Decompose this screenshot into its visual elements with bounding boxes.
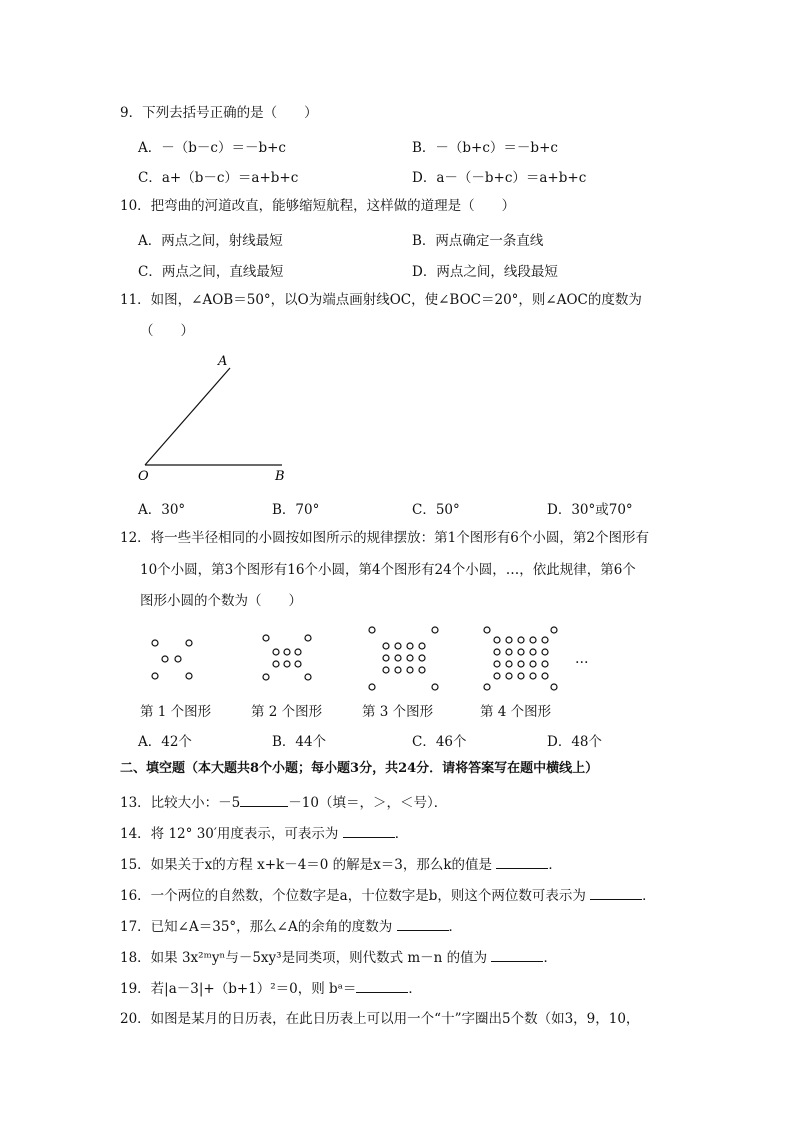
- q19-blank[interactable]: [356, 978, 408, 993]
- q18-post: ．: [543, 950, 557, 966]
- q10-option-a: A．两点之间，射线最短: [138, 233, 283, 249]
- q12-option-d: D．48个: [547, 734, 603, 750]
- q16: [120, 885, 656, 905]
- q17-blank[interactable]: [397, 916, 449, 931]
- q9-option-d: D．a－（－b+c）＝a+b+c: [412, 170, 587, 186]
- q15-pre: 15．如果关于x的方程 x+k－4＝0 的解是x＝3，那么k的值是: [120, 857, 497, 873]
- q19-pre: 19．若|a－3|+（b+1）²＝0，则 bᵃ＝: [120, 981, 357, 997]
- q14-post: ．: [394, 826, 409, 842]
- q10-option-d: D．两点之间，线段最短: [412, 264, 558, 280]
- q18: [120, 947, 557, 967]
- q19-post: ．: [408, 981, 422, 997]
- q17-pre: 17．已知∠A＝35°，那么∠A的余角的度数为: [120, 919, 397, 935]
- label-b: B: [275, 469, 285, 484]
- q14-blank[interactable]: [343, 823, 395, 838]
- q12-line2: 10个小圆，第3个图形有16个小圆，第4个图形有24个小圆，…，依此规律，第6个: [140, 562, 636, 578]
- q9-option-a: A．－（b－c）＝－b+c: [138, 140, 286, 156]
- q13-pre: 13．比较大小：－5: [120, 795, 241, 811]
- caption-figure-4: 第 4 个图形: [480, 704, 552, 720]
- angle-aob-figure: [130, 348, 300, 488]
- q13-blank[interactable]: [240, 792, 288, 807]
- q18-blank[interactable]: [491, 947, 543, 962]
- q18-pre: 18．如果 3x²ᵐyⁿ与－5xy³是同类项，则代数式 m－n 的值为: [120, 950, 492, 966]
- q10-stem: 10．把弯曲的河道改直，能够缩短航程，这样做的道理是（ ）: [120, 198, 516, 214]
- q12-option-b: B．44个: [272, 734, 327, 750]
- q10-option-c: C．两点之间，直线最短: [138, 264, 284, 280]
- pattern-figure-1: [145, 632, 205, 692]
- q14-pre: 14．将 12° 30′用度表示，可表示为: [120, 826, 343, 842]
- q11-option-c: C．50°: [412, 502, 460, 518]
- q13: [120, 792, 447, 812]
- q12-line3: 图形小圆的个数为（ ）: [140, 593, 302, 609]
- q9-option-b: B．－（b+c）＝－b+c: [412, 140, 558, 156]
- pattern-figure-4: [478, 620, 568, 695]
- q11-option-b: B．70°: [272, 502, 320, 518]
- q20-line1: 20．如图是某月的日历表，在此日历表上可以用一个“十”字圈出5个数（如3，9，10，: [120, 1011, 640, 1027]
- q16-pre: 16．一个两位的自然数，个位数字是a，十位数字是b，则这个两位数可表示为: [120, 888, 591, 904]
- label-a: A: [218, 354, 228, 369]
- q16-blank[interactable]: [590, 885, 642, 900]
- q11-option-d: D．30°或70°: [547, 502, 633, 518]
- q9-stem: 9．下列去括号正确的是（ ）: [120, 105, 318, 121]
- ray-oa: [145, 368, 230, 465]
- q16-post: ．: [642, 888, 656, 904]
- caption-figure-2: 第 2 个图形: [251, 704, 323, 720]
- q11-stem-bracket: （ ）: [140, 323, 194, 339]
- q19: [120, 978, 422, 998]
- q17-post: ．: [448, 919, 463, 935]
- q17: [120, 916, 462, 936]
- pattern-ellipsis: …: [575, 651, 589, 667]
- q15-post: ．: [548, 857, 562, 873]
- pattern-figure-3: [362, 620, 447, 695]
- q12-option-a: A．42个: [138, 734, 192, 750]
- q13-post: －10（填＝，＞，＜号）．: [288, 795, 448, 811]
- caption-figure-1: 第 1 个图形: [140, 704, 212, 720]
- q15-blank[interactable]: [496, 854, 548, 869]
- q10-option-b: B．两点确定一条直线: [412, 233, 544, 249]
- q12-option-c: C．46个: [412, 734, 467, 750]
- q14: [120, 823, 408, 843]
- label-o: O: [138, 469, 149, 484]
- section2-title: 二、填空题（本大题共8个小题；每小题3分，共24分．请将答案写在题中横线上）: [120, 761, 599, 776]
- caption-figure-3: 第 3 个图形: [362, 704, 434, 720]
- q15: [120, 854, 562, 874]
- q9-option-c: C．a+（b－c）＝a+b+c: [138, 170, 299, 186]
- q11-stem: 11．如图，∠AOB＝50°，以O为端点画射线OC，使∠BOC＝20°，则∠AOC的度数为: [120, 292, 642, 308]
- pattern-figure-2: [255, 628, 325, 690]
- q11-option-a: A．30°: [138, 502, 186, 518]
- q12-line1: 12．将一些半径相同的小圆按如图所示的规律摆放：第1个图形有6个小圆，第2个图形有: [120, 530, 649, 546]
